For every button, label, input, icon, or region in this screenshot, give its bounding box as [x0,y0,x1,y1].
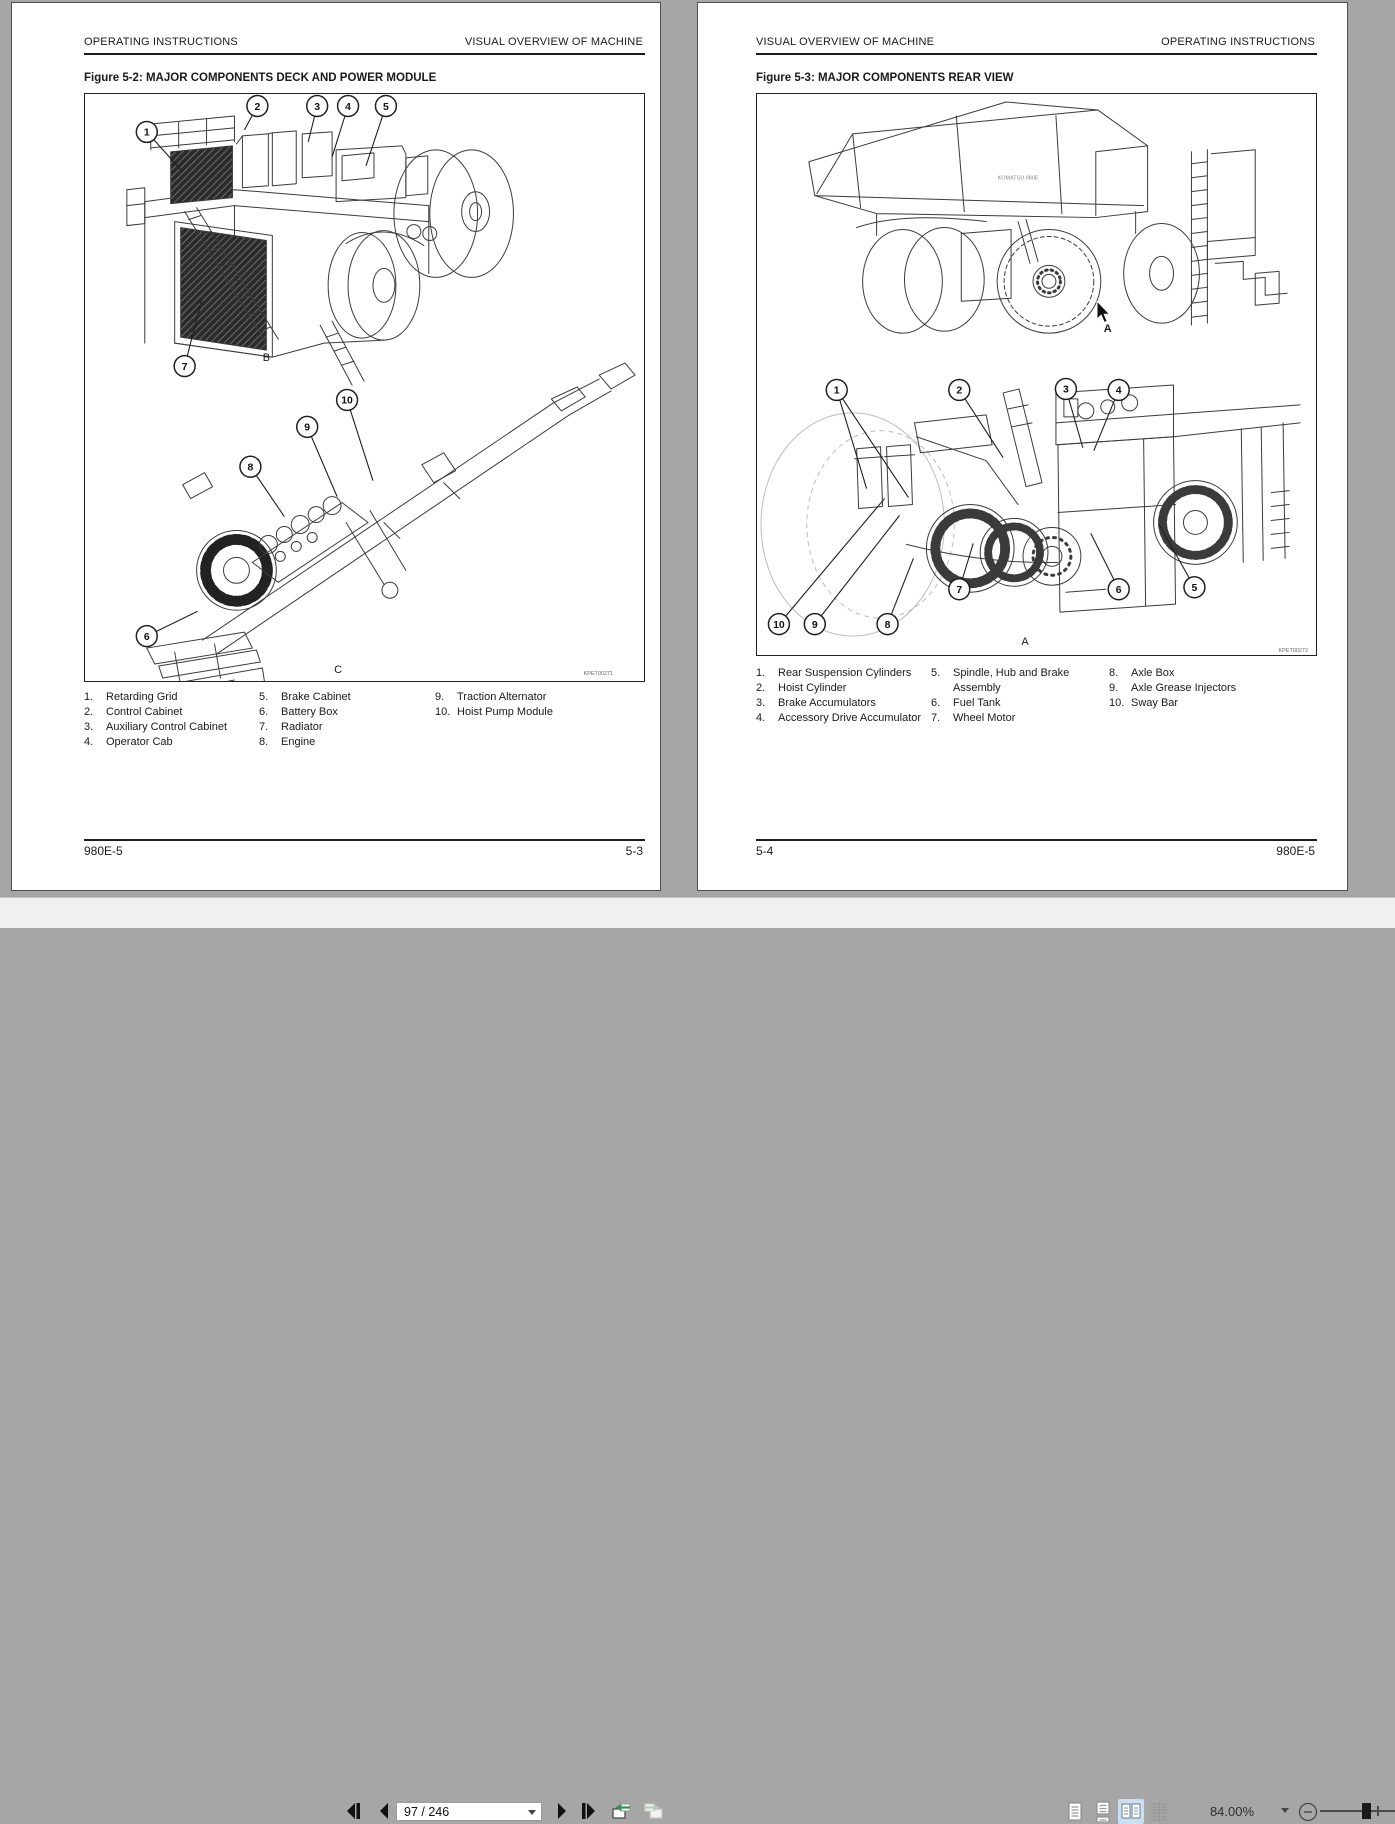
single-page-view-button[interactable] [1062,1799,1088,1824]
running-header-right: OPERATING INSTRUCTIONS [1161,36,1315,48]
svg-text:5: 5 [383,101,389,113]
svg-text:7: 7 [956,585,963,597]
page-number-combobox[interactable] [396,1802,542,1821]
figure-label: KPET00271 [583,670,614,677]
previous-view-button[interactable] [608,1799,634,1823]
svg-text:10: 10 [341,395,353,407]
figure-5-2-drawing [85,94,644,681]
svg-text:3: 3 [1062,384,1069,396]
figure-label: KOMATSU 980E [997,175,1039,182]
legend-column-3 [1109,666,1289,711]
svg-text:4: 4 [345,101,351,113]
last-page-button[interactable] [576,1799,602,1823]
single-page-layout-icon [1065,1801,1085,1822]
figure-label: A [1103,323,1112,336]
previous-view-icon [609,1800,633,1822]
svg-text:3: 3 [314,101,321,113]
svg-text:9: 9 [304,422,311,434]
legend-item: 2. Control Cabinet [84,706,183,718]
footer-page-number: 5-3 [625,844,643,858]
zoom-slider-tick [1377,1806,1379,1816]
legend-item: 3. Auxiliary Control Cabinet [84,721,228,733]
legend-item: 10. Hoist Pump Module [435,706,553,718]
next-view-button[interactable] [641,1799,667,1823]
running-header-left: VISUAL OVERVIEW OF MACHINE [756,36,935,48]
svg-text:9: 9 [811,619,818,631]
two-page-continuous-layout-icon [1148,1801,1170,1822]
next-page-button[interactable] [548,1799,574,1823]
footer-model: 980E-5 [84,844,123,858]
two-page-layout-icon [1120,1801,1142,1822]
svg-text:6: 6 [143,631,150,643]
figure-label: KPET00272 [1278,648,1309,655]
figure-label: B [262,352,271,365]
svg-text:7: 7 [181,361,188,373]
svg-text:6: 6 [1115,585,1122,597]
zoom-slider-handle[interactable] [1362,1803,1371,1819]
svg-text:5: 5 [1191,583,1198,595]
legend-item: 7. Radiator [259,721,323,733]
legend-item: 6. Fuel Tank [931,697,1001,709]
figure-title: Figure 5-3: MAJOR COMPONENTS REAR VIEW [756,72,1014,84]
viewer-toolbar [0,897,1395,1819]
footer-rule [756,839,1317,841]
first-page-icon [342,1800,364,1822]
legend-item: 9. Axle Grease Injectors [1109,682,1237,694]
svg-text:2: 2 [956,385,963,397]
previous-page-icon [374,1800,396,1822]
rear-axle-drawing [761,385,1300,636]
legend-item: 6. Battery Box [259,706,338,718]
legend-item: 4. Operator Cab [84,736,173,748]
svg-text:8: 8 [247,462,254,474]
svg-text:4: 4 [1115,385,1122,397]
legend-item: 4. Accessory Drive Accumulator [756,712,922,724]
two-page-view-button[interactable] [1118,1799,1144,1824]
last-page-icon [578,1800,600,1822]
continuous-view-button[interactable] [1090,1799,1116,1824]
legend-item: 3. Brake Accumulators [756,697,876,709]
legend-item: 2. Hoist Cylinder [756,682,847,694]
next-view-icon [642,1800,666,1822]
figure-title: Figure 5-2: MAJOR COMPONENTS DECK AND POWER MODULE [84,72,437,84]
power-module-drawing [147,363,635,681]
continuous-layout-icon [1093,1801,1113,1822]
legend-item: 10. Sway Bar [1109,697,1179,709]
legend-item: 9. Traction Alternator [435,691,547,703]
footer-model: 980E-5 [1276,844,1315,858]
page-number-dropdown-icon[interactable] [528,1810,536,1815]
svg-text:1: 1 [833,385,840,397]
legend-item: 1. Retarding Grid [84,691,178,703]
zoom-slider-track[interactable] [1320,1810,1395,1812]
legend-column-3 [435,690,630,720]
mouse-cursor [1096,301,1114,325]
legend-item: 5. Brake Cabinet [259,691,351,703]
svg-text:2: 2 [254,101,261,113]
legend-item: 7. Wheel Motor [931,712,1016,724]
zoom-slider[interactable] [1320,1802,1395,1820]
figure-label: C [334,663,343,676]
svg-text:8: 8 [884,619,891,631]
truck-deck-drawing [127,116,514,385]
legend-column-2 [931,666,1083,726]
running-header-right: VISUAL OVERVIEW OF MACHINE [464,36,643,48]
legend-item: 5. Spindle, Hub and Brake Assembly [931,667,1070,694]
legend-column-1 [756,666,931,726]
svg-text:10: 10 [773,619,785,631]
legend-column-2 [259,690,424,750]
figure-5-3-box [756,93,1317,656]
previous-page-button[interactable] [372,1799,398,1823]
next-page-icon [550,1800,572,1822]
truck-rear-drawing [809,102,1287,336]
two-page-continuous-view-button[interactable] [1146,1799,1172,1824]
footer-rule [84,839,645,841]
svg-text:1: 1 [143,127,150,139]
figure-5-2-box [84,93,645,682]
legend-item: 1. Rear Suspension Cylinders [756,667,912,679]
figure-label: A [1021,636,1029,649]
first-page-button[interactable] [340,1799,366,1823]
footer-page-number: 5-4 [756,844,774,858]
page-number-input[interactable] [397,1803,528,1820]
header-rule [84,53,645,55]
legend-item: 8. Engine [259,736,316,748]
legend-column-1 [84,690,264,750]
header-rule [756,53,1317,55]
running-header-left: OPERATING INSTRUCTIONS [84,36,238,48]
zoom-out-button[interactable] [1295,1800,1321,1824]
zoom-level: 84.00% [1209,1804,1255,1819]
document-page-left [11,2,661,891]
zoom-dropdown-icon[interactable] [1281,1808,1289,1813]
legend-item: 8. Axle Box [1109,667,1175,679]
minus-circle-icon [1297,1801,1319,1823]
figure-5-3-drawing [757,94,1316,655]
document-page-right [697,2,1348,891]
